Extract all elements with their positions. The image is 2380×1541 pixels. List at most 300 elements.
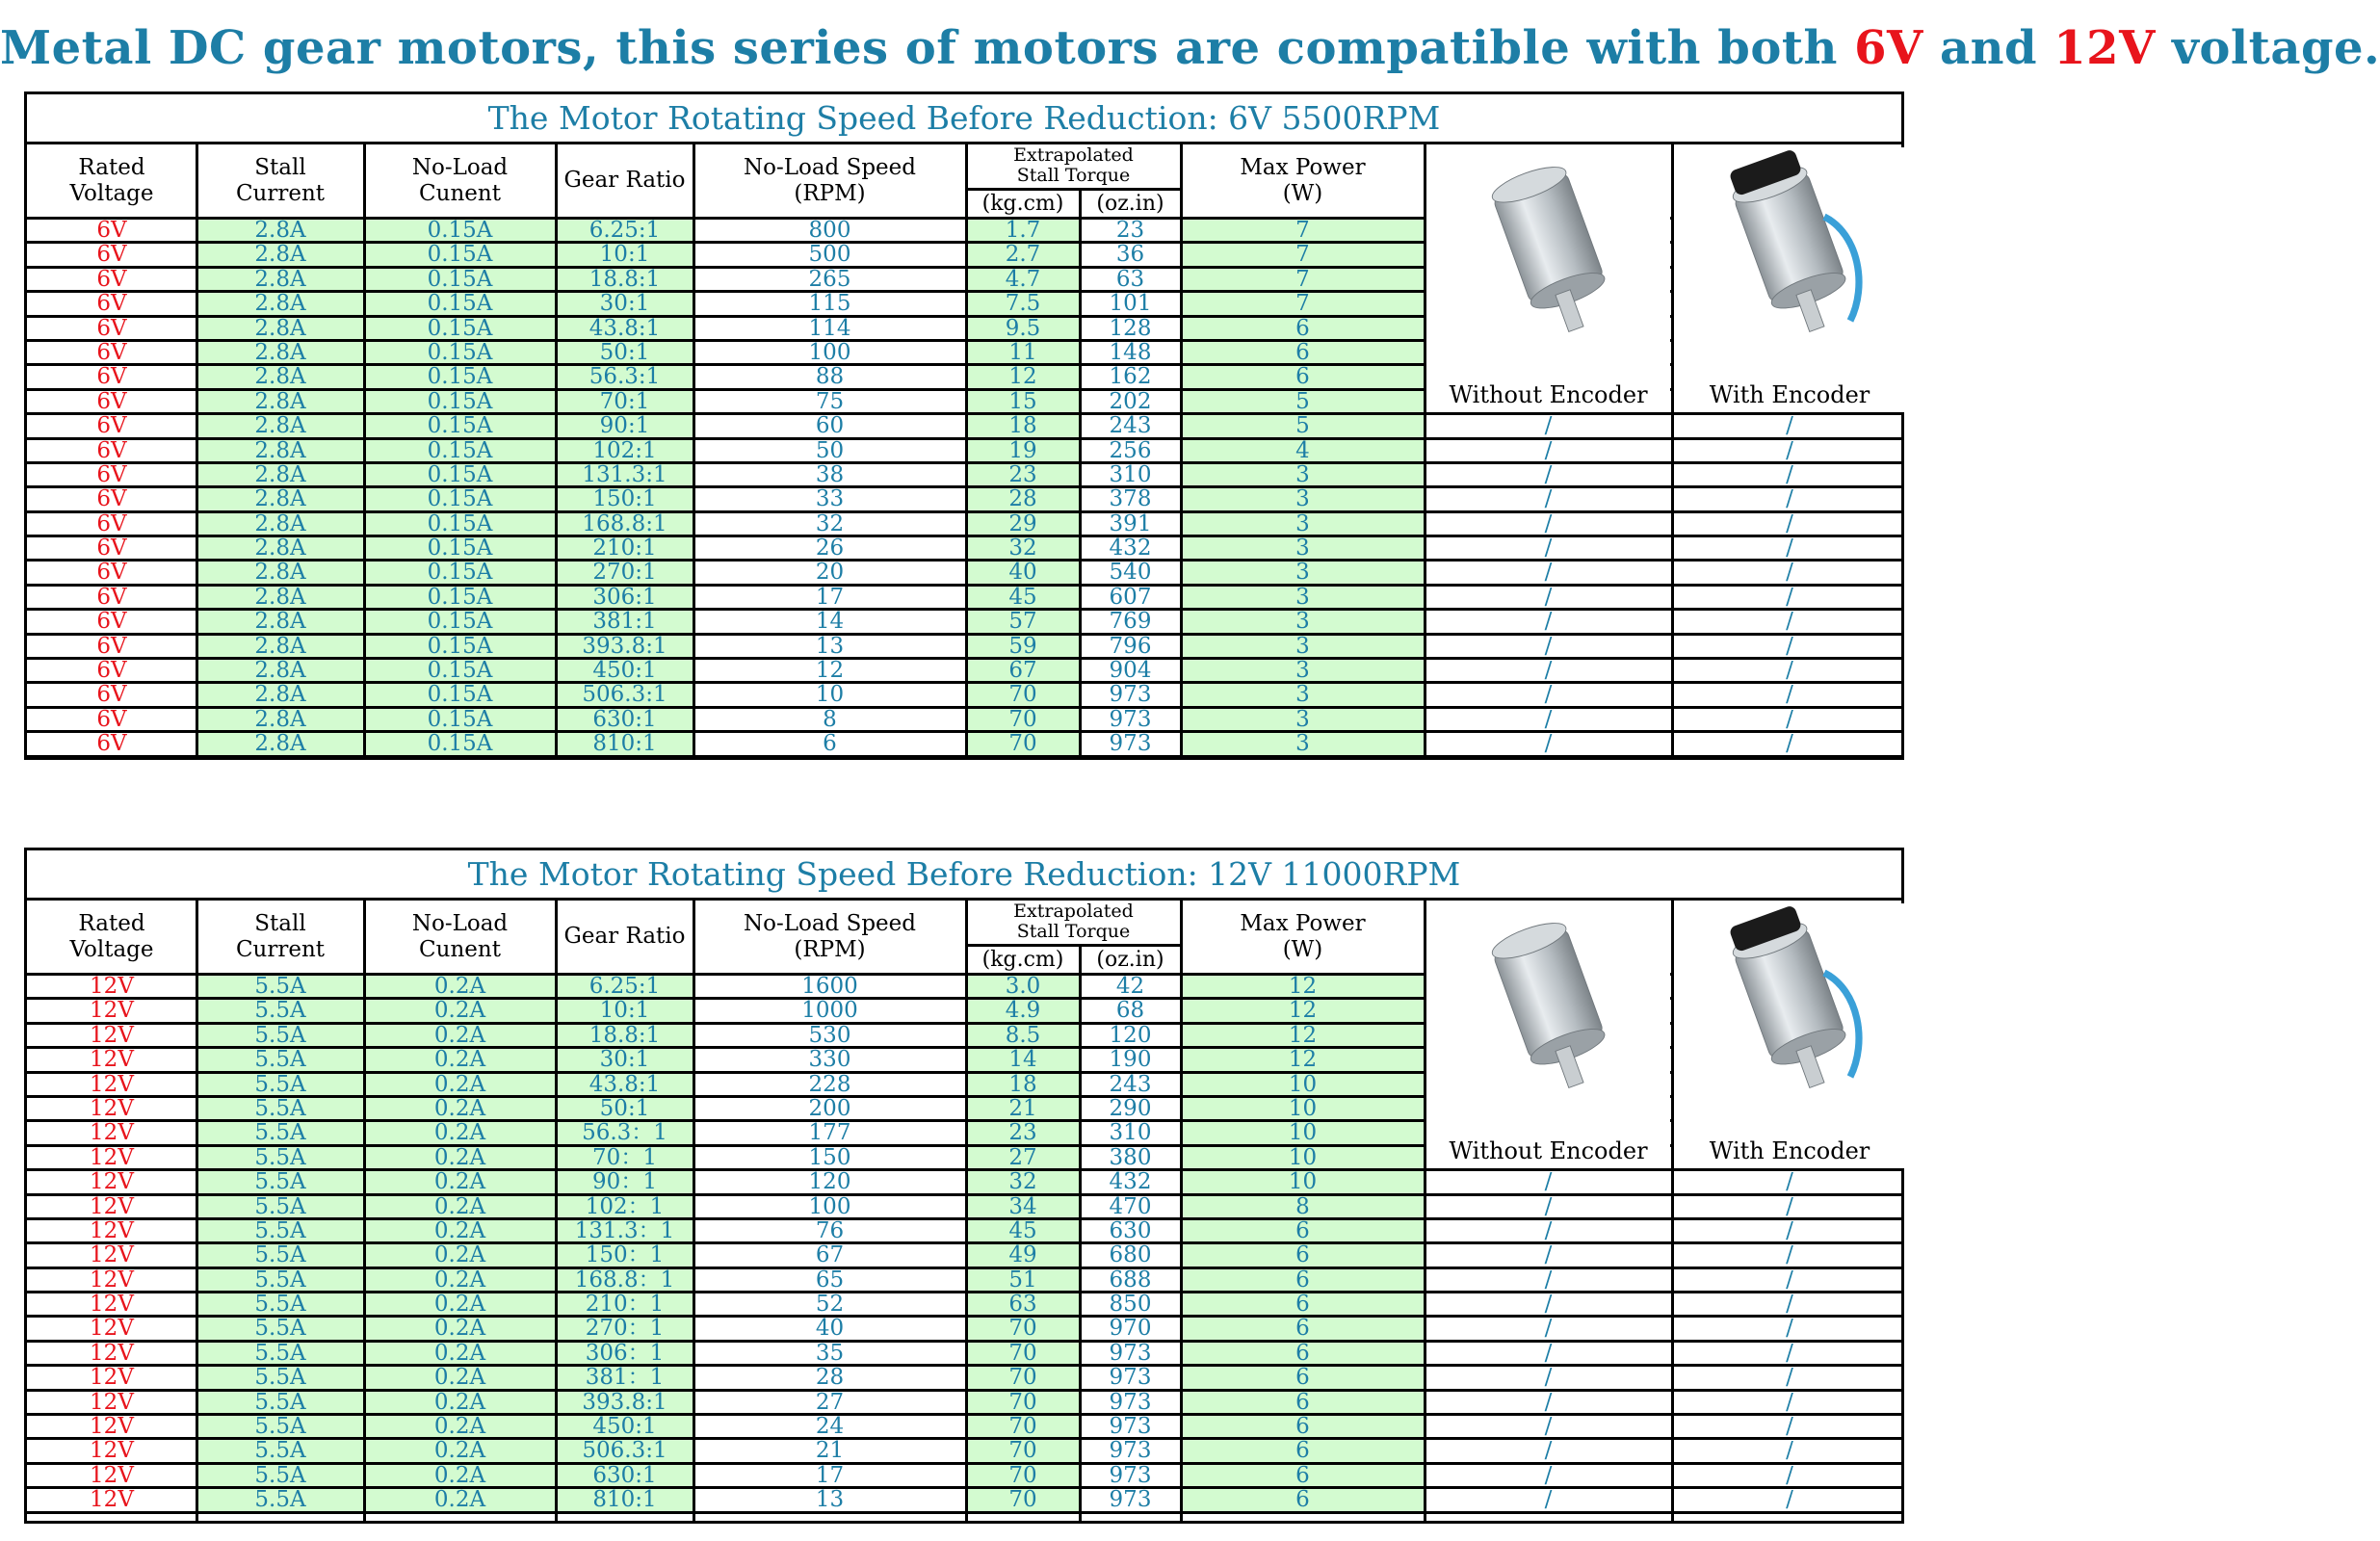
image-placeholder: / [1786, 486, 1793, 512]
cell-col-2: 0.2A [364, 1049, 556, 1070]
cell-col-5: 3.0 [966, 976, 1080, 997]
cell-col-2: 0.2A [364, 1416, 556, 1437]
cell-col-5: 40 [966, 562, 1080, 583]
cell-col-3: 306：1 [556, 1343, 693, 1364]
cell-col-0: 6V [96, 291, 127, 317]
image-placeholder: / [1544, 1193, 1553, 1219]
without-encoder-caption: Without Encoder [1449, 381, 1648, 409]
cell-col-0: 12V [90, 1389, 134, 1415]
cell-col-7: 6 [1181, 1318, 1425, 1339]
image-placeholder: / [1786, 437, 1793, 463]
cell-col-4: 24 [815, 1414, 845, 1440]
cell-col-7: 6 [1181, 1367, 1425, 1388]
cell-col-6: 680 [1109, 1242, 1152, 1268]
cell-col-5: 29 [966, 513, 1080, 535]
cell-col-3: 131.3：1 [556, 1220, 693, 1241]
cell-col-6: 850 [1109, 1292, 1152, 1318]
cell-col-5: 15 [966, 391, 1080, 412]
cell-col-7: 6 [1181, 1293, 1425, 1315]
voltage-12v-highlight: 12V [2053, 21, 2156, 75]
image-placeholder: / [1786, 560, 1793, 586]
cell-col-7: 12 [1181, 1000, 1425, 1021]
cell-col-2: 0.15A [364, 269, 556, 290]
cell-col-6: 470 [1109, 1193, 1152, 1219]
cell-col-3: 70:1 [556, 391, 693, 412]
cell-col-6: 904 [1109, 658, 1152, 684]
cell-col-1: 5.5A [196, 1269, 364, 1291]
cell-col-4: 88 [815, 364, 845, 390]
cell-col-5: 32 [966, 1171, 1080, 1192]
cell-col-3: 30:1 [556, 1049, 693, 1070]
image-placeholder: / [1786, 510, 1793, 536]
cell-col-6: 769 [1109, 609, 1152, 635]
cell-col-7: 12 [1181, 976, 1425, 997]
cell-col-6: 101 [1109, 291, 1152, 317]
cell-col-5: 23 [966, 464, 1080, 485]
cell-col-0: 6V [96, 413, 127, 439]
cell-col-0: 12V [90, 1120, 134, 1146]
cell-col-7: 3 [1181, 733, 1425, 754]
with-encoder-image [1674, 147, 1905, 412]
cell-col-3: 381:1 [556, 611, 693, 632]
cell-col-5: 70 [966, 1465, 1080, 1486]
cell-col-1: 2.8A [196, 587, 364, 608]
cell-col-4: 177 [808, 1120, 851, 1146]
page-title: Metal DC gear motors, this series of motors are compatible with both 6V and 12V voltage. [0, 21, 2380, 75]
cell-col-6: 630 [1109, 1217, 1152, 1243]
cell-col-3: 18.8:1 [556, 269, 693, 290]
cell-col-1: 2.8A [196, 269, 364, 290]
cell-col-3: 102:1 [556, 440, 693, 461]
cell-col-0: 6V [96, 682, 127, 708]
without-encoder-image [1426, 903, 1670, 1168]
cell-col-2: 0.2A [364, 1465, 556, 1486]
cell-col-5: 18 [966, 415, 1080, 436]
cell-col-3: 168.8:1 [556, 513, 693, 535]
cell-col-5: 63 [966, 1293, 1080, 1315]
cell-col-7: 6 [1181, 1489, 1425, 1510]
cell-col-1: 5.5A [196, 1171, 364, 1192]
cell-col-7: 3 [1181, 636, 1425, 657]
cell-col-7: 12 [1181, 1025, 1425, 1046]
cell-col-5: 67 [966, 660, 1080, 681]
cell-col-0: 6V [96, 339, 127, 365]
table-row [27, 660, 1901, 684]
cell-col-0: 12V [90, 1462, 134, 1488]
cell-col-0: 12V [90, 1047, 134, 1073]
cell-col-3: 56.3：1 [556, 1122, 693, 1143]
cell-col-2: 0.2A [364, 1074, 556, 1095]
cell-col-4: 6 [823, 731, 837, 757]
cell-col-0: 12V [90, 1487, 134, 1513]
cell-col-3: 150：1 [556, 1244, 693, 1266]
cell-col-2: 0.15A [364, 244, 556, 265]
cell-col-2: 0.2A [364, 1343, 556, 1364]
cell-col-4: 28 [815, 1365, 845, 1391]
image-placeholder: / [1786, 609, 1793, 635]
without-encoder-image [1426, 147, 1670, 412]
cell-col-3: 6.25:1 [556, 976, 693, 997]
cell-col-1: 2.8A [196, 415, 364, 436]
cell-col-2: 0.2A [364, 1000, 556, 1021]
cell-col-5: 49 [966, 1244, 1080, 1266]
cell-col-1: 5.5A [196, 1049, 364, 1070]
cell-col-6: 68 [1115, 998, 1145, 1024]
header-torque-kg: (kg.cm) [981, 948, 1064, 972]
table-row [27, 584, 1901, 611]
table-row [27, 1293, 1901, 1318]
cell-col-6: 310 [1109, 1120, 1152, 1146]
cell-col-6: 120 [1109, 1022, 1152, 1048]
cell-col-2: 0.15A [364, 220, 556, 241]
cell-col-7: 6 [1181, 342, 1425, 363]
cell-col-4: 8 [823, 706, 837, 732]
cell-col-7: 10 [1181, 1098, 1425, 1119]
header-no-load-current: No-Load Cunent [411, 154, 509, 206]
cell-col-3: 506.3:1 [556, 1440, 693, 1461]
cell-col-1: 5.5A [196, 1489, 364, 1510]
cell-col-0: 12V [90, 1292, 134, 1318]
cell-col-1: 2.8A [196, 611, 364, 632]
table-row [27, 510, 1901, 537]
cell-col-4: 10 [815, 682, 845, 708]
header-torque-kg: (kg.cm) [981, 192, 1064, 216]
cell-col-1: 5.5A [196, 1196, 364, 1217]
image-placeholder: / [1544, 1242, 1553, 1268]
header-no-load-current: No-Load Cunent [411, 910, 509, 962]
image-placeholder: / [1786, 535, 1793, 562]
cell-col-2: 0.15A [364, 415, 556, 436]
cell-col-1: 5.5A [196, 1318, 364, 1339]
cell-col-0: 6V [96, 658, 127, 684]
cell-col-7: 6 [1181, 1269, 1425, 1291]
cell-col-4: 800 [808, 218, 851, 243]
cell-col-0: 6V [96, 242, 127, 268]
cell-col-2: 0.2A [364, 1147, 556, 1168]
cell-col-6: 42 [1115, 974, 1145, 999]
image-placeholder: / [1544, 1462, 1553, 1488]
column-divider [1079, 976, 1082, 1521]
cell-col-6: 23 [1115, 218, 1145, 243]
cell-col-6: 973 [1109, 682, 1152, 708]
image-placeholder: / [1544, 1389, 1553, 1415]
cell-col-0: 12V [90, 1193, 134, 1219]
cell-col-7: 6 [1181, 1244, 1425, 1266]
cell-col-2: 0.2A [364, 1122, 556, 1143]
cell-col-5: 70 [966, 1392, 1080, 1413]
cell-col-2: 0.2A [364, 1440, 556, 1461]
cell-col-3: 90：1 [556, 1171, 693, 1192]
column-divider [693, 144, 695, 757]
cell-col-5: 18 [966, 1074, 1080, 1095]
image-placeholder: / [1544, 1316, 1553, 1342]
cell-col-5: 27 [966, 1147, 1080, 1168]
image-placeholder: / [1786, 1292, 1793, 1318]
cell-col-3: 210：1 [556, 1293, 693, 1315]
table-12v [24, 848, 1904, 1524]
image-placeholder: / [1786, 1267, 1793, 1293]
cell-col-7: 3 [1181, 464, 1425, 485]
cell-col-3: 43.8:1 [556, 318, 693, 339]
cell-col-0: 6V [96, 706, 127, 732]
image-placeholder: / [1786, 1340, 1793, 1366]
cell-col-2: 0.15A [364, 636, 556, 657]
cell-col-2: 0.15A [364, 318, 556, 339]
cell-col-5: 14 [966, 1049, 1080, 1070]
cell-col-4: 114 [808, 315, 851, 341]
image-placeholder: / [1786, 1462, 1793, 1488]
cell-col-0: 6V [96, 486, 127, 512]
cell-col-7: 3 [1181, 562, 1425, 583]
cell-col-2: 0.15A [364, 611, 556, 632]
cell-col-4: 100 [808, 339, 851, 365]
image-placeholder: / [1544, 1414, 1553, 1440]
cell-col-3: 150:1 [556, 488, 693, 509]
table-row [27, 537, 1901, 562]
image-placeholder: / [1544, 1267, 1553, 1293]
cell-col-6: 973 [1109, 731, 1152, 757]
cell-col-1: 2.8A [196, 562, 364, 583]
cell-col-2: 0.15A [364, 733, 556, 754]
cell-col-2: 0.2A [364, 1244, 556, 1266]
image-placeholder: / [1544, 437, 1553, 463]
table-row [27, 1244, 1901, 1268]
cell-col-0: 6V [96, 535, 127, 562]
cell-col-7: 6 [1181, 1440, 1425, 1461]
cell-col-2: 0.15A [364, 488, 556, 509]
image-placeholder: / [1544, 731, 1553, 757]
cell-col-1: 2.8A [196, 440, 364, 461]
cell-col-3: 381：1 [556, 1367, 693, 1388]
cell-col-3: 90:1 [556, 415, 693, 436]
cell-col-3: 6.25:1 [556, 220, 693, 241]
cell-col-2: 0.15A [364, 513, 556, 535]
cell-col-3: 450:1 [556, 660, 693, 681]
cell-col-3: 810:1 [556, 733, 693, 754]
cell-col-5: 51 [966, 1269, 1080, 1291]
cell-col-4: 115 [808, 291, 851, 317]
cell-col-3: 70：1 [556, 1147, 693, 1168]
cell-col-0: 12V [90, 1242, 134, 1268]
cell-col-5: 11 [966, 342, 1080, 363]
cell-col-6: 688 [1109, 1267, 1152, 1293]
image-placeholder: / [1544, 461, 1553, 487]
cell-col-2: 0.15A [364, 464, 556, 485]
without-encoder-caption: Without Encoder [1449, 1137, 1648, 1165]
cell-col-6: 973 [1109, 1487, 1152, 1513]
cell-col-5: 57 [966, 611, 1080, 632]
cell-col-0: 6V [96, 461, 127, 487]
cell-col-0: 6V [96, 218, 127, 243]
table-row [27, 1193, 1901, 1220]
cell-col-5: 12 [966, 366, 1080, 387]
cell-col-2: 0.15A [364, 342, 556, 363]
cell-col-4: 50 [815, 437, 845, 463]
cell-col-5: 70 [966, 709, 1080, 730]
cell-col-3: 50:1 [556, 1098, 693, 1119]
cell-col-5: 2.7 [966, 244, 1080, 265]
table-row [27, 1217, 1901, 1244]
cell-col-5: 70 [966, 1489, 1080, 1510]
cell-col-0: 12V [90, 1365, 134, 1391]
table-row [27, 684, 1901, 708]
cell-col-5: 70 [966, 733, 1080, 754]
table-row [27, 461, 1901, 488]
cell-col-7: 4 [1181, 440, 1425, 461]
cell-col-5: 70 [966, 1343, 1080, 1364]
cell-col-2: 0.15A [364, 537, 556, 559]
cell-col-2: 0.15A [364, 587, 556, 608]
cell-col-4: 75 [815, 388, 845, 414]
image-placeholder: / [1786, 1389, 1793, 1415]
cell-col-0: 6V [96, 364, 127, 390]
cell-col-5: 4.9 [966, 1000, 1080, 1021]
cell-col-2: 0.2A [364, 1171, 556, 1192]
cell-col-4: 13 [815, 1487, 845, 1513]
motor-icon [1426, 921, 1670, 1098]
cell-col-1: 5.5A [196, 1343, 364, 1364]
cell-col-4: 1600 [801, 974, 858, 999]
cell-col-0: 6V [96, 633, 127, 659]
cell-col-2: 0.15A [364, 366, 556, 387]
cell-col-5: 8.5 [966, 1025, 1080, 1046]
cell-col-1: 2.8A [196, 464, 364, 485]
cell-col-3: 506.3:1 [556, 684, 693, 705]
cell-col-6: 973 [1109, 706, 1152, 732]
cell-col-7: 7 [1181, 269, 1425, 290]
table-row [27, 1367, 1901, 1391]
header-max-power: Max Power (W) [1240, 154, 1366, 206]
table-row [27, 1318, 1901, 1342]
cell-col-7: 7 [1181, 244, 1425, 265]
cell-col-4: 100 [808, 1193, 851, 1219]
cell-col-7: 6 [1181, 1416, 1425, 1437]
column-divider [555, 144, 558, 757]
image-placeholder: / [1786, 633, 1793, 659]
image-placeholder: / [1544, 413, 1553, 439]
cell-col-3: 306:1 [556, 587, 693, 608]
cell-col-7: 5 [1181, 415, 1425, 436]
header-torque-oz: (oz.in) [1096, 948, 1164, 972]
cell-col-4: 38 [815, 461, 845, 487]
table-row [27, 1440, 1901, 1464]
cell-col-0: 12V [90, 1438, 134, 1464]
cell-col-4: 500 [808, 242, 851, 268]
cell-col-7: 3 [1181, 488, 1425, 509]
cell-col-2: 0.2A [364, 1269, 556, 1291]
image-placeholder: / [1786, 413, 1793, 439]
cell-col-2: 0.15A [364, 440, 556, 461]
cell-col-2: 0.2A [364, 1220, 556, 1241]
cell-col-1: 5.5A [196, 1440, 364, 1461]
cell-col-6: 540 [1109, 560, 1152, 586]
cell-col-6: 796 [1109, 633, 1152, 659]
header-rated-voltage: Rated Voltage [69, 910, 154, 962]
cell-col-7: 10 [1181, 1171, 1425, 1192]
motor-icon [1674, 921, 1905, 1098]
with-encoder-caption: With Encoder [1709, 1137, 1870, 1165]
image-placeholder: / [1544, 584, 1553, 610]
cell-col-1: 5.5A [196, 1147, 364, 1168]
image-placeholder: / [1544, 1340, 1553, 1366]
table-row [27, 1416, 1901, 1440]
torque-sub-divider [1079, 944, 1082, 976]
header-torque: Extrapolated Stall Torque [1013, 901, 1134, 942]
image-placeholder: / [1544, 1292, 1553, 1318]
cell-col-2: 0.2A [364, 1196, 556, 1217]
cell-col-6: 973 [1109, 1414, 1152, 1440]
cell-col-4: 27 [815, 1389, 845, 1415]
table-row [27, 1340, 1901, 1367]
column-divider [196, 144, 198, 757]
cell-col-4: 12 [815, 658, 845, 684]
cell-col-6: 391 [1109, 510, 1152, 536]
column-divider [1180, 901, 1183, 1521]
cell-col-6: 243 [1109, 413, 1152, 439]
cell-col-0: 12V [90, 1022, 134, 1048]
cell-col-2: 0.15A [364, 709, 556, 730]
cell-col-0: 12V [90, 974, 134, 999]
image-placeholder: / [1544, 1169, 1553, 1195]
cell-col-2: 0.15A [364, 391, 556, 412]
cell-col-4: 67 [815, 1242, 845, 1268]
cell-col-3: 10:1 [556, 244, 693, 265]
cell-col-6: 256 [1109, 437, 1152, 463]
table-row [27, 415, 1901, 439]
image-placeholder: / [1544, 633, 1553, 659]
cell-col-6: 290 [1109, 1095, 1152, 1121]
motor-icon [1674, 165, 1905, 342]
cell-col-1: 2.8A [196, 244, 364, 265]
cell-col-7: 10 [1181, 1147, 1425, 1168]
cell-col-2: 0.15A [364, 293, 556, 314]
cell-col-4: 330 [808, 1047, 851, 1073]
cell-col-4: 150 [808, 1144, 851, 1170]
cell-col-2: 0.2A [364, 1489, 556, 1510]
image-placeholder: / [1544, 510, 1553, 536]
image-placeholder: / [1544, 1365, 1553, 1391]
cell-col-1: 5.5A [196, 1465, 364, 1486]
image-placeholder: / [1544, 658, 1553, 684]
cell-col-1: 5.5A [196, 1392, 364, 1413]
cell-col-3: 30:1 [556, 293, 693, 314]
cell-col-3: 270:1 [556, 562, 693, 583]
cell-col-6: 162 [1109, 364, 1152, 390]
image-placeholder: / [1786, 706, 1793, 732]
with-encoder-image [1674, 903, 1905, 1168]
cell-col-5: 70 [966, 1440, 1080, 1461]
cell-col-4: 32 [815, 510, 845, 536]
cell-col-4: 76 [815, 1217, 845, 1243]
header-gear-ratio: Gear Ratio [563, 168, 686, 193]
cell-col-4: 530 [808, 1022, 851, 1048]
column-divider [965, 901, 968, 1521]
image-placeholder: / [1544, 486, 1553, 512]
cell-col-4: 17 [815, 1462, 845, 1488]
cell-col-0: 6V [96, 510, 127, 536]
cell-col-5: 45 [966, 1220, 1080, 1241]
cell-col-2: 0.2A [364, 1293, 556, 1315]
cell-col-4: 265 [808, 266, 851, 292]
cell-col-1: 2.8A [196, 220, 364, 241]
image-placeholder: / [1786, 461, 1793, 487]
cell-col-6: 973 [1109, 1340, 1152, 1366]
cell-col-2: 0.15A [364, 562, 556, 583]
table-row [27, 562, 1901, 586]
cell-col-2: 0.15A [364, 684, 556, 705]
cell-col-3: 168.8：1 [556, 1269, 693, 1291]
cell-col-3: 450:1 [556, 1416, 693, 1437]
